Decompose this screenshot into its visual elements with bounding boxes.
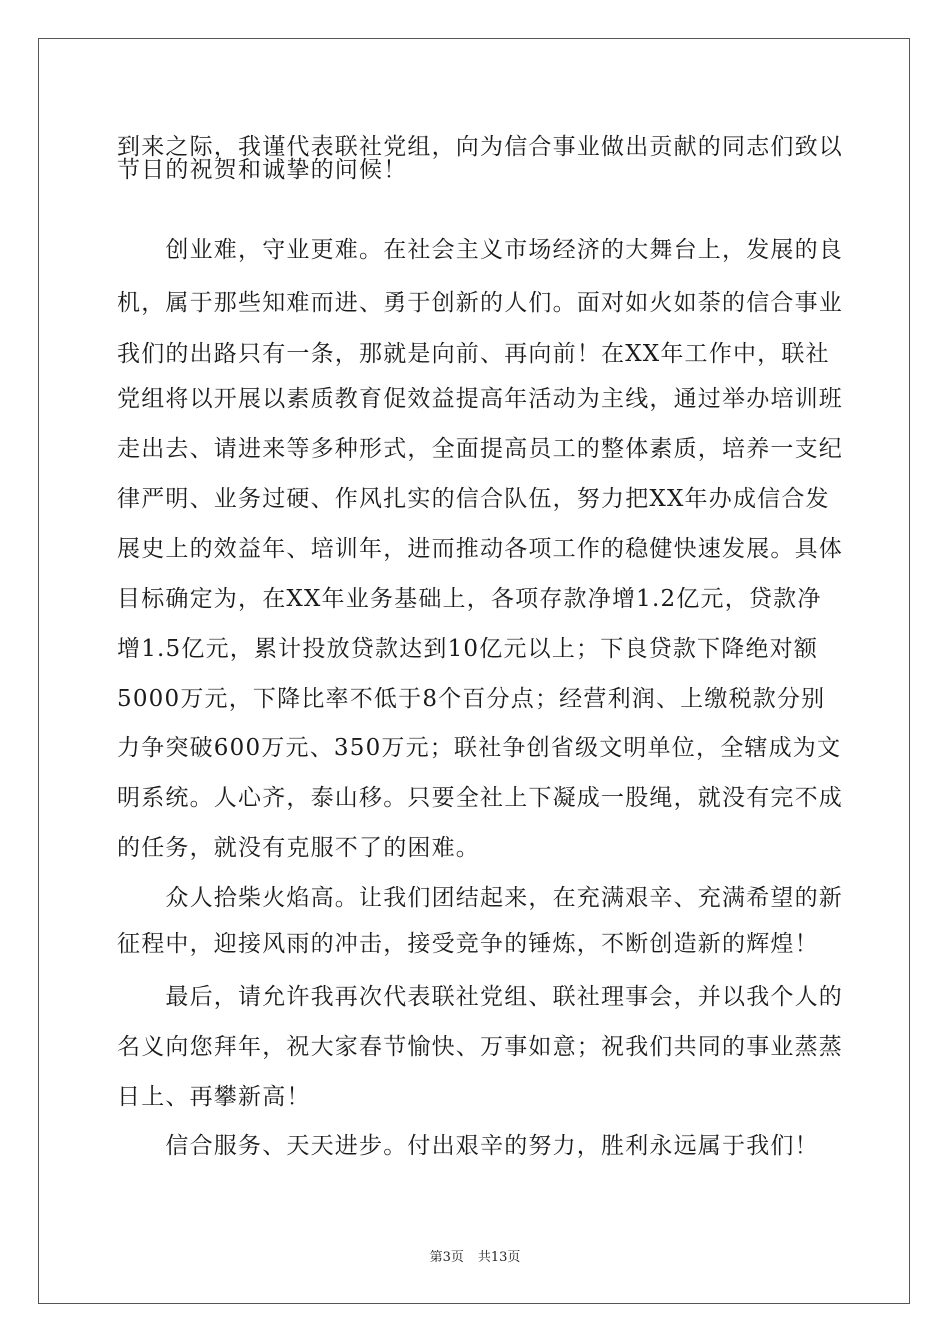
text-line: 征程中，迎接风雨的冲击，接受竞争的锤炼，不断创造新的辉煌！	[117, 931, 819, 957]
text-line: 5000万元，下降比率不低于8个百分点；经营利润、上缴税款分别	[117, 686, 826, 712]
text-line: 名义向您拜年，祝大家春节愉快、万事如意；祝我们共同的事业蒸蒸	[117, 1034, 843, 1060]
text-line: 的任务，就没有克服不了的困难。	[117, 835, 480, 861]
text-line: 律严明、业务过硬、作风扎实的信合队伍，努力把XX年办成信合发	[117, 486, 830, 512]
total-pages: 共13页	[477, 1250, 521, 1265]
text-line: 到来之际，我谨代表联社党组，向为信合事业做出贡献的同志们致以	[117, 134, 843, 160]
text-line: 信合服务、天天进步。付出艰辛的努力，胜利永远属于我们！	[117, 1133, 819, 1159]
page-border	[38, 38, 910, 1304]
text-line: 机，属于那些知难而进、勇于创新的人们。面对如火如荼的信合事业	[117, 290, 843, 316]
page-footer	[0, 1246, 950, 1265]
text-line: 力争突破600万元、350万元；联社争创省级文明单位，全辖成为文	[117, 735, 842, 761]
text-line: 日上、再攀新高！	[117, 1084, 311, 1110]
text-line: 增1.5亿元，累计投放贷款达到10亿元以上；下良贷款下降绝对额	[117, 636, 819, 662]
text-line: 节日的祝贺和诚挚的问候！	[117, 157, 408, 183]
text-line: 创业难，守业更难。在社会主义市场经济的大舞台上，发展的良	[117, 237, 843, 263]
text-line: 我们的出路只有一条，那就是向前、再向前！在XX年工作中，联社	[117, 341, 830, 367]
page-number: 第3页	[429, 1250, 464, 1265]
text-line: 众人拾柴火焰高。让我们团结起来，在充满艰辛、充满希望的新	[117, 885, 843, 911]
text-line: 展史上的效益年、培训年，进而推动各项工作的稳健快速发展。具体	[117, 536, 843, 562]
text-line: 目标确定为，在XX年业务基础上，各项存款净增1.2亿元，贷款净	[117, 586, 822, 612]
text-line: 党组将以开展以素质教育促效益提高年活动为主线，通过举办培训班	[117, 386, 843, 412]
text-line: 最后，请允许我再次代表联社党组、联社理事会，并以我个人的	[117, 984, 843, 1010]
text-line: 走出去、请进来等多种形式，全面提高员工的整体素质，培养一支纪	[117, 436, 843, 462]
text-line: 明系统。人心齐，泰山移。只要全社上下凝成一股绳，就没有完不成	[117, 785, 843, 811]
